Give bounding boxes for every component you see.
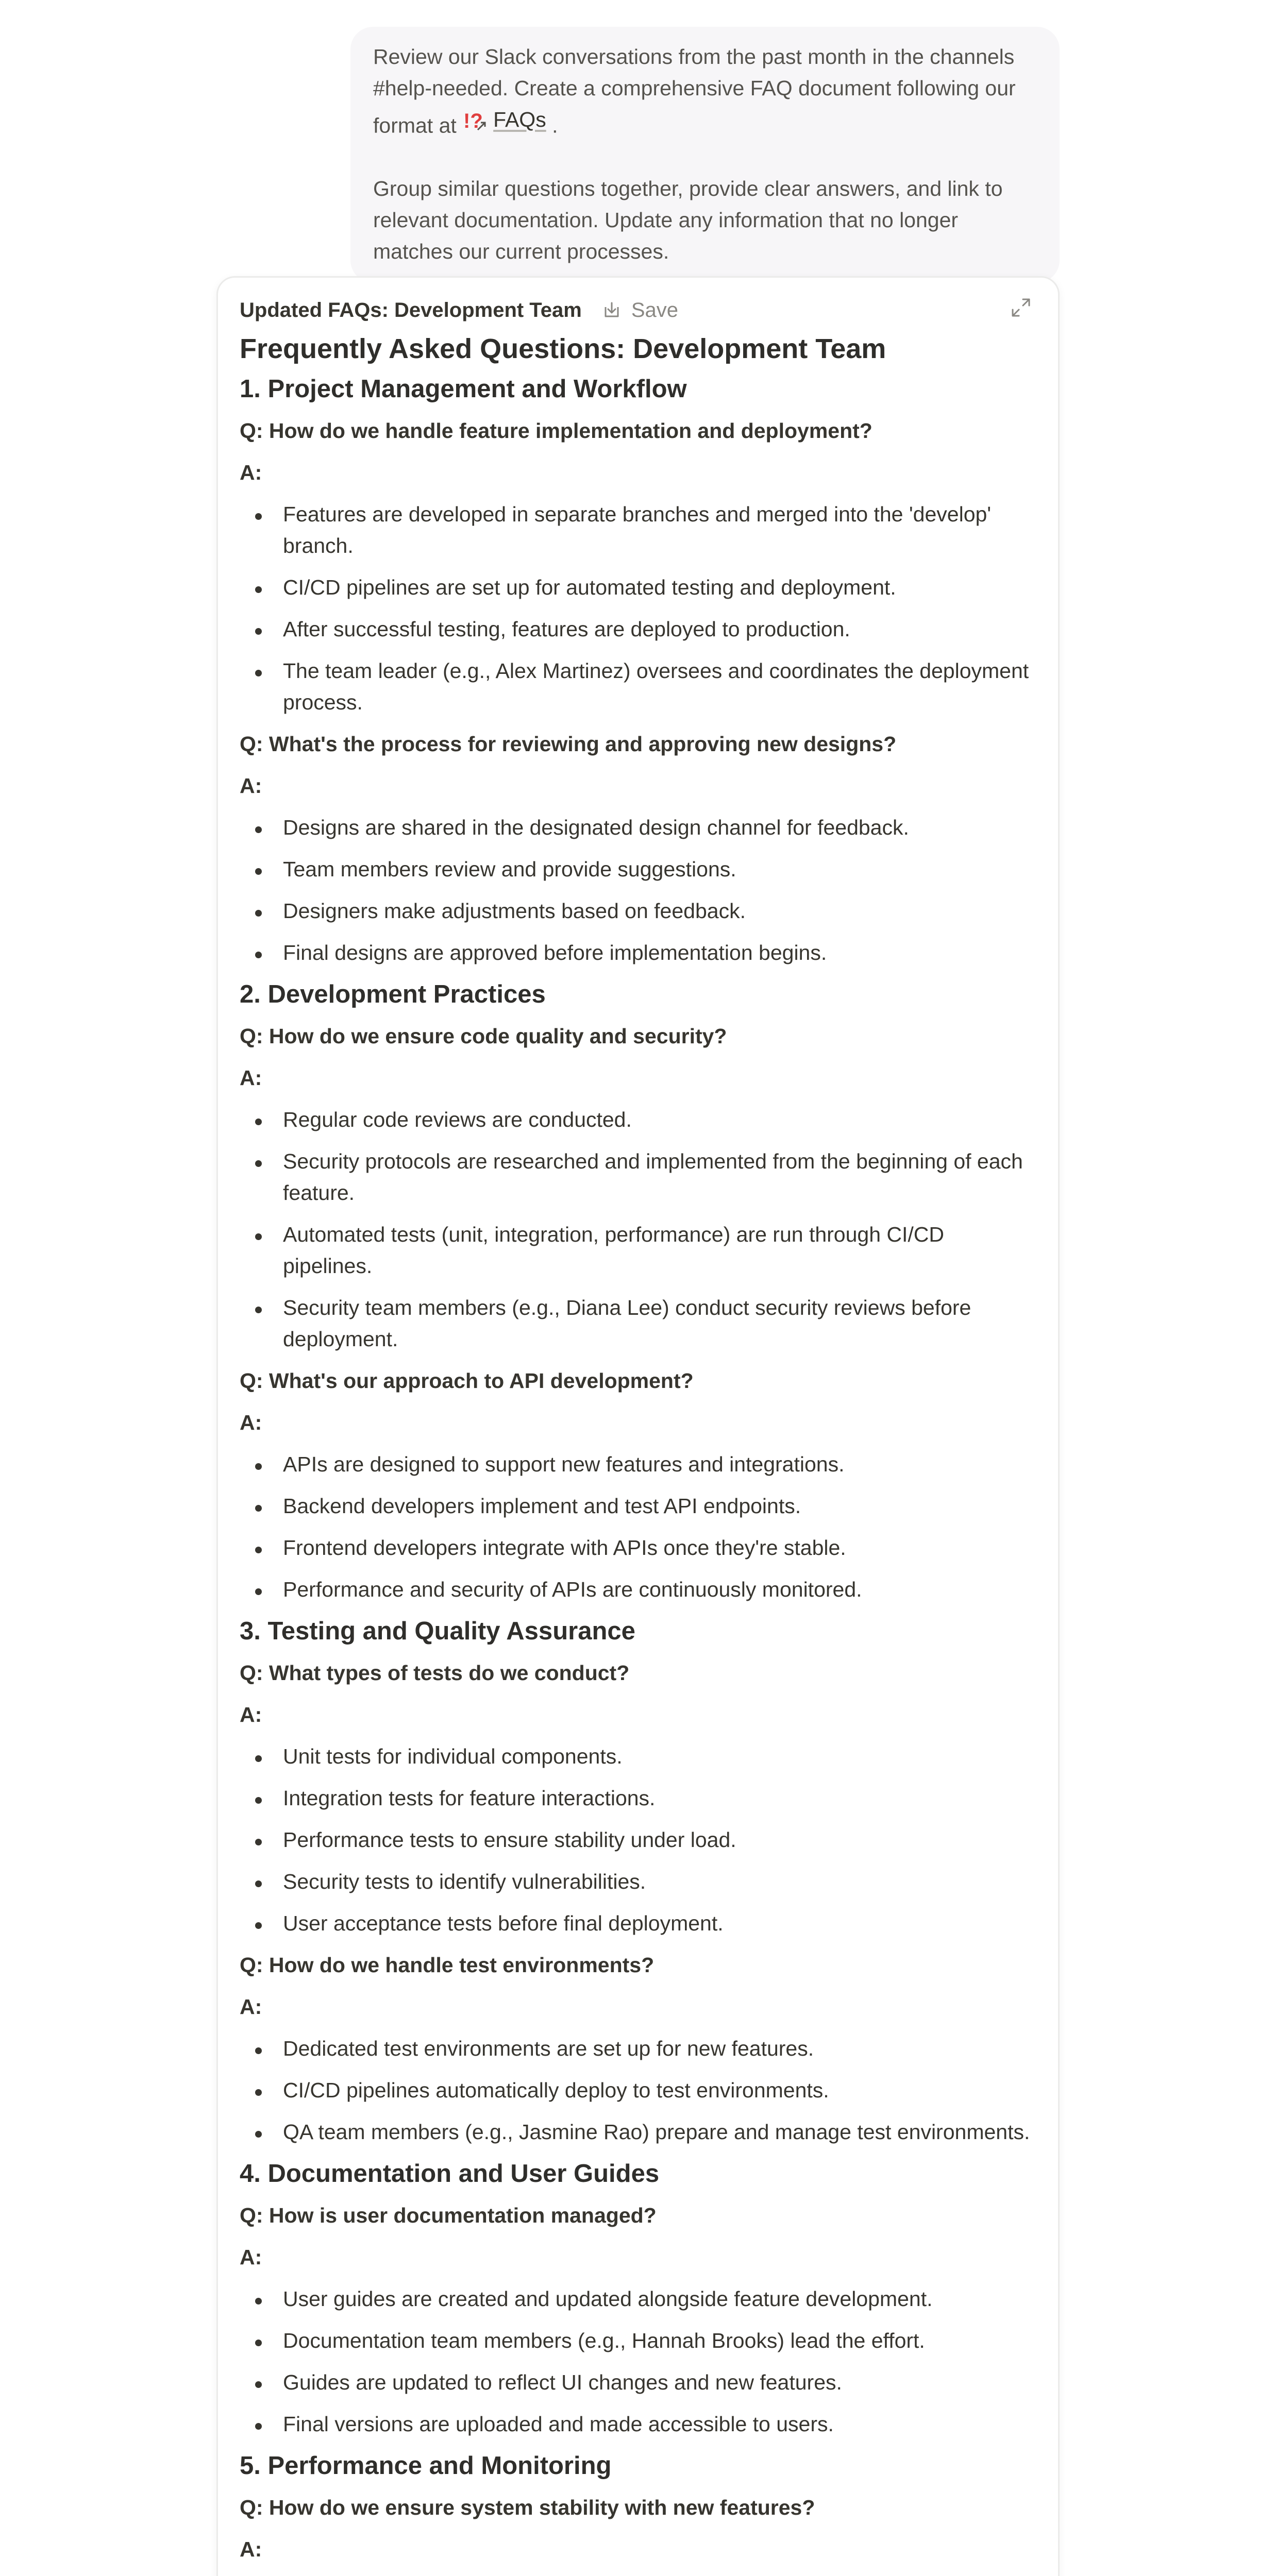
faq-answer-list — [240, 2570, 1036, 2576]
user-message-line: #help-needed. Create a comprehensive FAQ document following our — [373, 76, 1016, 100]
list-item: Integration tests for feature interactions. — [240, 1777, 1036, 1819]
list-item: Dedicated test environments are set up for new features. — [240, 2028, 1036, 2070]
card-title: Updated FAQs: Development Team — [240, 298, 582, 321]
document-card — [216, 276, 1060, 2576]
faq-answer-list — [240, 2028, 1036, 2153]
faq-question: Q: How do we handle test environments? — [240, 1953, 655, 1977]
list-item: Security team members (e.g., Diana Lee) conduct security reviews before deployment. — [240, 1287, 1036, 1360]
list-item: Designers make adjustments based on feedback. — [240, 890, 1036, 932]
faq-answer-list — [240, 2278, 1036, 2445]
expand-icon — [1010, 296, 1032, 319]
user-message-line: Group similar questions together, provide clear answers, and link to — [373, 176, 1003, 200]
document-title: Frequently Asked Questions: Development Team — [240, 333, 886, 364]
faq-question: Q: How do we handle feature implementation and deployment? — [240, 419, 873, 443]
list-item: QA team members (e.g., Jasmine Rao) prepare and manage test environments. — [240, 2111, 1036, 2153]
faq-answer-label: A: — [240, 1995, 262, 2019]
faq-answer-label: A: — [240, 1411, 262, 1434]
faq-page-icon — [462, 107, 488, 133]
list-item: APIs are designed to support new features and integrations. — [240, 1444, 1036, 1485]
list-item: User guides are created and updated alongside feature development. — [240, 2278, 1036, 2320]
user-message-line: relevant documentation. Update any information that no longer — [373, 208, 959, 232]
faq-question: Q: How is user documentation managed? — [240, 2204, 657, 2227]
list-item: CI/CD pipelines are set up for automated testing and deployment. — [240, 567, 1036, 608]
list-item: The team leader (e.g., Alex Martinez) oversees and coordinates the deployment process. — [240, 650, 1036, 723]
faqs-mention-label: FAQs — [493, 108, 546, 131]
faq-answer-label: A: — [240, 461, 262, 484]
list-item: Security protocols are researched and implemented from the beginning of each feature. — [240, 1141, 1036, 1214]
list-item: Performance tests to ensure stability under load. — [240, 1819, 1036, 1861]
list-item: Regular code reviews are conducted. — [240, 1099, 1036, 1141]
faq-answer-label: A: — [240, 1703, 262, 1726]
section-heading: 2. Development Practices — [240, 980, 546, 1008]
list-item: Unit tests for individual components. — [240, 1736, 1036, 1777]
svg-text:!?: !? — [463, 109, 483, 132]
section-heading: 5. Performance and Monitoring — [240, 2452, 612, 2480]
list-item: Performance and security of APIs are continuously monitored. — [240, 1569, 1036, 1611]
user-message-line — [373, 104, 1037, 142]
list-item: After successful testing, features are deployed to production. — [240, 608, 1036, 650]
faq-question: Q: How do we ensure code quality and security? — [240, 1024, 727, 1048]
user-message-line: Review our Slack conversations from the past month in the channels — [373, 45, 1015, 69]
section-heading: 3. Testing and Quality Assurance — [240, 1617, 635, 1645]
section-heading: 4. Documentation and User Guides — [240, 2160, 660, 2188]
save-button-label: Save — [631, 298, 678, 321]
expand-button[interactable] — [1005, 292, 1036, 323]
faq-answer-list — [240, 1444, 1036, 1611]
faq-answer-list — [240, 494, 1036, 723]
user-message-line: matches our current processes. — [373, 239, 669, 263]
faq-answer-list — [240, 1736, 1036, 1944]
faq-answer-list — [240, 1099, 1036, 1360]
list-item: Automated tests (unit, integration, performance) are run through CI/CD pipelines. — [240, 1214, 1036, 1287]
faq-question: Q: What types of tests do we conduct? — [240, 1661, 630, 1685]
list-item: Guides are updated to reflect UI changes and new features. — [240, 2362, 1036, 2403]
list-item: Team members review and provide suggestions. — [240, 849, 1036, 890]
save-icon — [601, 300, 622, 320]
faq-answer-label: A: — [240, 2245, 262, 2269]
list-item: Features are developed in separate branches and merged into the 'develop' branch. — [240, 494, 1036, 567]
faq-answer-list — [240, 807, 1036, 974]
faq-question: Q: How do we ensure system stability with new features? — [240, 2496, 815, 2519]
list-item: Final versions are uploaded and made accessible to users. — [240, 2403, 1036, 2445]
list-item: Security tests to identify vulnerabilities. — [240, 1861, 1036, 1903]
faq-question: Q: What's our approach to API development? — [240, 1369, 694, 1393]
section-heading: 1. Project Management and Workflow — [240, 375, 687, 403]
list-item: CI/CD pipelines automatically deploy to test environments. — [240, 2070, 1036, 2111]
faq-answer-label: A: — [240, 774, 262, 798]
list-item — [240, 2570, 1036, 2576]
faq-answer-label: A: — [240, 1066, 262, 1090]
faq-question: Q: What's the process for reviewing and approving new designs? — [240, 732, 897, 756]
list-item: Backend developers implement and test API endpoints. — [240, 1485, 1036, 1527]
user-message-text: . — [552, 113, 558, 138]
card-header — [240, 292, 1036, 328]
list-item: Documentation team members (e.g., Hannah Brooks) lead the effort. — [240, 2320, 1036, 2362]
faqs-page-mention[interactable] — [462, 104, 546, 135]
user-message-text: format at — [373, 113, 463, 138]
list-item: Designs are shared in the designated design channel for feedback. — [240, 807, 1036, 849]
save-button[interactable] — [601, 299, 678, 322]
list-item: Frontend developers integrate with APIs once they're stable. — [240, 1527, 1036, 1569]
document-body — [240, 329, 1036, 2576]
user-message-bubble — [350, 27, 1060, 283]
list-item: User acceptance tests before final deployment. — [240, 1903, 1036, 1944]
faq-answer-label: A: — [240, 2537, 262, 2561]
list-item: Final designs are approved before implementation begins. — [240, 932, 1036, 974]
